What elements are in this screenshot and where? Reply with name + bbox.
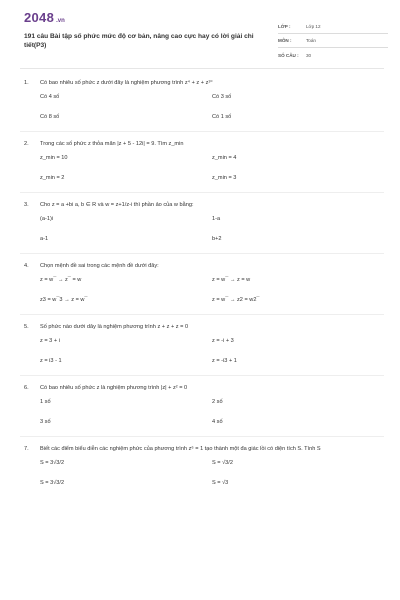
option-b[interactable]: S = √3/2 bbox=[212, 460, 233, 466]
question-number: 1. bbox=[24, 80, 29, 86]
option-c[interactable]: z3 = w¯3 → z = w¯ bbox=[40, 297, 88, 303]
meta-label: LỚP : bbox=[278, 24, 291, 29]
meta-row-class bbox=[278, 20, 388, 34]
option-a[interactable]: z_min = 10 bbox=[40, 155, 68, 161]
question-1 bbox=[24, 79, 384, 127]
option-c[interactable]: Có 8 số bbox=[40, 114, 60, 120]
divider bbox=[20, 253, 384, 254]
question-text: Trong các số phức z thỏa mãn |z + 5 - 12i| = 9. Tìm z_min bbox=[40, 141, 184, 147]
options-grid bbox=[40, 87, 384, 127]
option-d[interactable]: b+2 bbox=[212, 236, 222, 242]
option-b[interactable]: 2 số bbox=[212, 399, 223, 405]
option-d[interactable]: z = -i3 + 1 bbox=[212, 358, 237, 364]
question-text: Cho z = a +bi a, b ∈ R và w = z+1/z-i thì phần ảo của w bằng: bbox=[40, 202, 194, 208]
option-c[interactable]: z = i3 - 1 bbox=[40, 358, 62, 364]
question-7 bbox=[24, 445, 384, 493]
meta-value: 30 bbox=[306, 52, 312, 58]
option-a[interactable]: 1 số bbox=[40, 399, 51, 405]
option-d[interactable]: z_min = 3 bbox=[212, 175, 237, 181]
question-number: 5. bbox=[24, 324, 29, 330]
meta-label: MÔN : bbox=[278, 38, 292, 43]
option-b[interactable]: z = w¯ → z = w bbox=[212, 277, 251, 283]
options-grid bbox=[40, 331, 384, 371]
meta-info bbox=[278, 20, 388, 62]
options-grid bbox=[40, 148, 384, 188]
divider bbox=[20, 314, 384, 315]
header bbox=[24, 10, 384, 62]
question-text: Biết các điểm biểu diễn các nghiệm phức của phương trình z⁶ = 1 tạo thành một đa giác lồi có diện tích S. Tính S bbox=[40, 446, 321, 452]
logo-sub: .vn bbox=[56, 18, 65, 24]
question-3 bbox=[24, 201, 384, 249]
meta-value: Toán bbox=[306, 38, 316, 43]
option-d[interactable]: S = √3 bbox=[212, 480, 229, 486]
option-a[interactable]: (a-1)i bbox=[40, 216, 54, 222]
question-5 bbox=[24, 323, 384, 371]
meta-row-subject bbox=[278, 34, 388, 48]
option-b[interactable]: 1-a bbox=[212, 216, 221, 222]
options-grid bbox=[40, 209, 384, 249]
divider bbox=[20, 375, 384, 376]
question-number: 3. bbox=[24, 202, 29, 208]
question-text: Chọn mệnh đề sai trong các mệnh đề dưới đây: bbox=[40, 263, 159, 269]
option-d[interactable]: z = w¯ → z2 = w2¯ bbox=[212, 297, 260, 303]
question-text: Có bao nhiêu số phức z là nghiệm phương trình |z| + z² = 0 bbox=[40, 385, 188, 391]
option-a[interactable]: z = 3 + i bbox=[40, 338, 60, 344]
meta-row-count bbox=[278, 48, 388, 62]
question-number: 2. bbox=[24, 141, 29, 147]
question-4 bbox=[24, 262, 384, 310]
options-grid bbox=[40, 392, 384, 432]
question-text: Có bao nhiêu số phức z dưới đây là nghiệm phương trình z⁴ + z + z¹⁰ bbox=[40, 80, 213, 86]
option-c[interactable]: 3 số bbox=[40, 419, 51, 425]
question-6 bbox=[24, 384, 384, 432]
option-d[interactable]: 4 số bbox=[212, 419, 223, 425]
question-text: Số phức nào dưới dây là nghiệm phương trình z + z + z = 0 bbox=[40, 324, 189, 330]
option-a[interactable]: Có 4 số bbox=[40, 94, 60, 100]
option-b[interactable]: z = -i + 3 bbox=[212, 338, 234, 344]
question-2 bbox=[24, 140, 384, 188]
option-d[interactable]: Có 1 số bbox=[212, 114, 232, 120]
divider bbox=[20, 131, 384, 132]
question-number: 6. bbox=[24, 385, 29, 391]
document-title: 191 câu Bài tập số phức mức độ cơ bản, nâng cao cực hay có lời giải chi tiết(P3) bbox=[24, 33, 254, 49]
option-a[interactable]: z = w¯ → z¯ = w bbox=[40, 277, 82, 283]
meta-value: Lớp 12 bbox=[306, 24, 321, 29]
options-grid bbox=[40, 270, 384, 310]
question-number: 4. bbox=[24, 263, 29, 269]
divider bbox=[20, 68, 384, 69]
meta-label: SỐ CÂU : bbox=[278, 52, 299, 58]
divider bbox=[20, 436, 384, 437]
option-a[interactable]: S = 3√3/2 bbox=[40, 460, 65, 466]
divider bbox=[20, 192, 384, 193]
option-c[interactable]: a-1 bbox=[40, 236, 49, 242]
option-c[interactable]: S = 3√3/2 bbox=[40, 480, 65, 486]
options-grid bbox=[40, 453, 384, 493]
option-b[interactable]: Có 3 số bbox=[212, 94, 232, 100]
option-c[interactable]: z_min = 2 bbox=[40, 175, 65, 181]
question-number: 7. bbox=[24, 446, 29, 452]
option-b[interactable]: z_min = 4 bbox=[212, 155, 237, 161]
logo-main: 2048 bbox=[24, 10, 55, 25]
